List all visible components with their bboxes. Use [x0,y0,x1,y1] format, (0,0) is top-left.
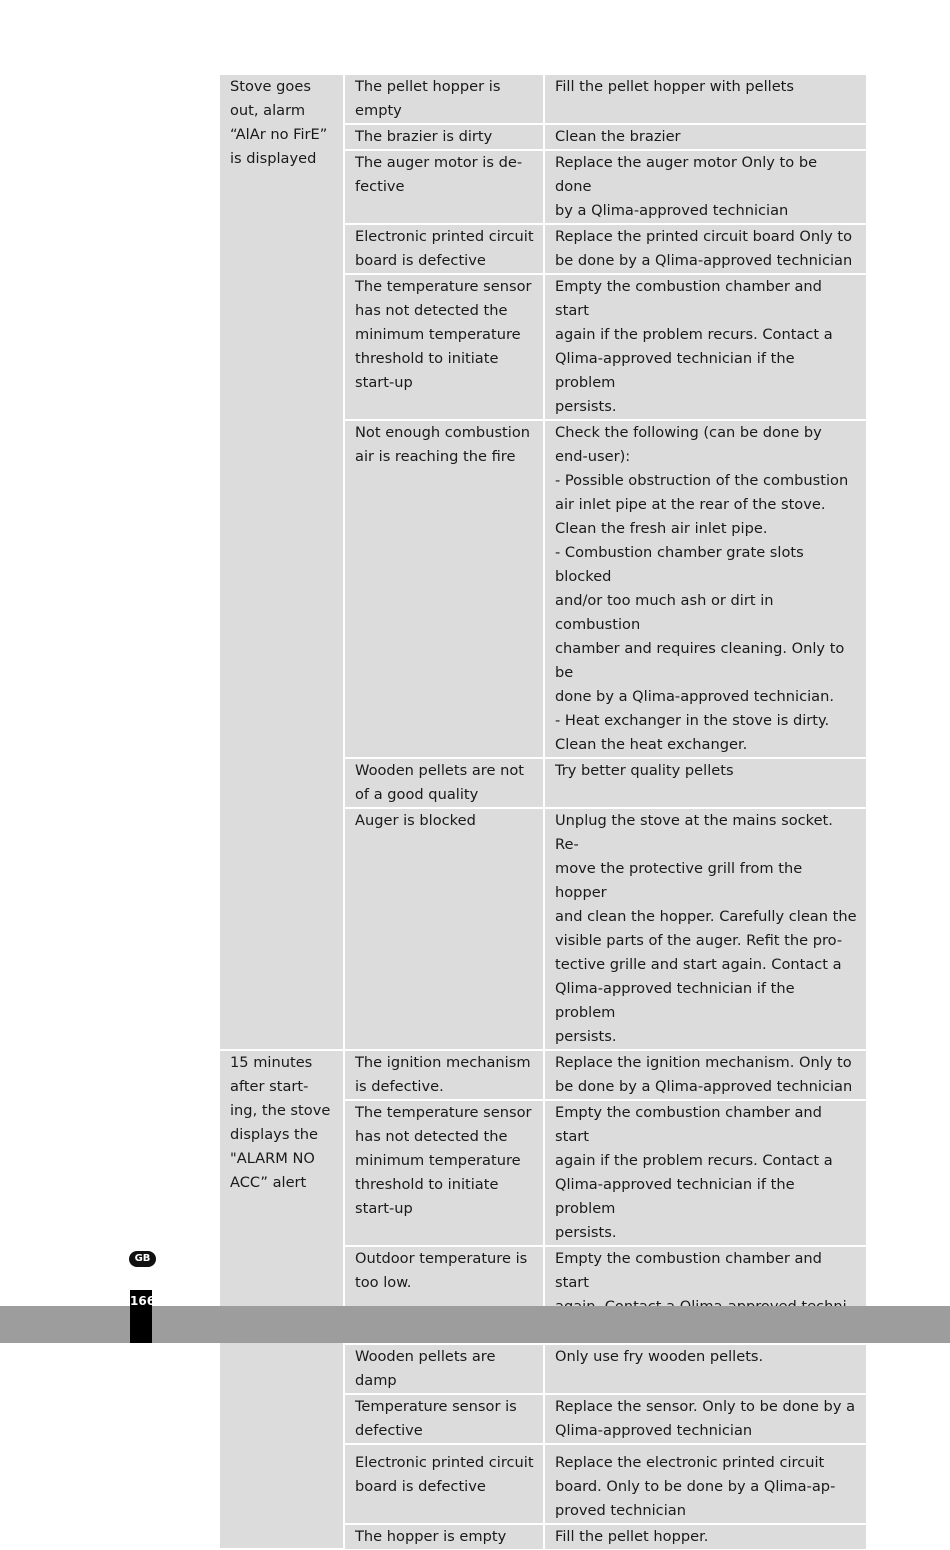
remedy-cell: Replace the printed circuit board Only to be done by a Qlima-approved technician [544,224,866,274]
remedy-cell: Replace the auger motor Only to be done by a Qlima-approved technician [544,150,866,224]
remedy-cell: Empty the combustion chamber and start [544,1246,866,1344]
remedy-cell: Empty the combustion chamber and start again if the problem recurs. Contact a Qlima-approved technician if the problem persists. [544,1100,866,1246]
cause-cell: Electronic printed circuit board is defective [344,1444,544,1524]
cause-cell: Temperature sensor is defective [344,1394,544,1444]
remedy-cell: Replace the electronic printed circuit board. Only to be done by a Qlima-ap- proved technician [544,1444,866,1524]
cause-cell: The pellet hopper is empty [344,75,544,124]
cause-cell: Electronic printed circuit board is defective [344,224,544,274]
remedy-cell: Replace the ignition mechanism. Only to be done by a Qlima-approved technician [544,1050,866,1100]
cause-cell: The brazier is dirty [344,124,544,150]
cause-cell: Outdoor temperature is too low. [344,1246,544,1344]
remedy-cell: Empty the combustion chamber and start again if the problem recurs. Contact a Qlima-approved technician if the problem persists. [544,274,866,420]
remedy-cell: Unplug the stove at the mains socket. Re- move the protective grill from the hopper and clean the hopper. Carefully clean the visible parts of the auger. Refit the pro- tective grille and start again. Contact a Qlima-approved technician if the problem persists. [544,808,866,1050]
remedy-cell: Clean the brazier [544,124,866,150]
page-number: 166 [130,1294,156,1308]
cause-cell: The auger motor is de- fective [344,150,544,224]
remedy-cell: Check the following (can be done by end-user): - Possible obstruction of the combustion air inlet pipe at the rear of the stove. Clean the fresh air inlet pipe. - Combustion chamber grate slots blocked and/or too much ash or dirt in combustion chamber and requires cleaning. Only to be done by a Qlima-approved technician. - Heat exchanger in the stove is dirty. Clean the heat exchanger. [544,420,866,758]
table-row [220,1050,866,1100]
language-badge: GB [129,1251,156,1267]
remedy-cell: Only use fry wooden pellets. [544,1344,866,1394]
cause-cell: Wooden pellets are not of a good quality [344,758,544,808]
cause-cell: The hopper is empty [344,1524,544,1549]
cause-cell: The temperature sensor has not detected the minimum temperature threshold to initiate start-up [344,1100,544,1246]
symptom-cell: Stove goes out, alarm “AlAr no FirE” is displayed [220,75,344,1050]
table-row [220,75,866,124]
cause-cell: Auger is blocked [344,808,544,1050]
cause-cell: The ignition mechanism is defective. [344,1050,544,1100]
remedy-cell: Replace the sensor. Only to be done by a Qlima-approved technician [544,1394,866,1444]
remedy-cell: Fill the pellet hopper. [544,1524,866,1549]
remedy-cell: Fill the pellet hopper with pellets [544,75,866,124]
cause-cell: The temperature sensor has not detected the minimum temperature threshold to initiate start-up [344,274,544,420]
cause-cell: Not enough combustion air is reaching the fire [344,420,544,758]
cause-cell: Wooden pellets are damp [344,1344,544,1394]
remedy-cell: Try better quality pellets [544,758,866,808]
symptom-cell: 15 minutes after start- ing, the stove displays the "ALARM NO ACC” alert [220,1050,344,1549]
